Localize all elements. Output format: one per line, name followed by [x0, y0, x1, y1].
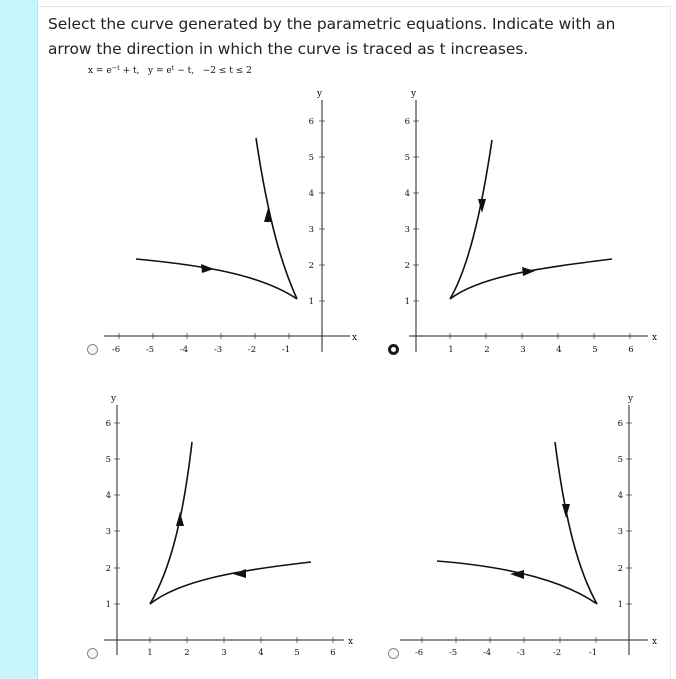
y-tick-label: 4: [404, 189, 410, 199]
y-tick-label: 3: [308, 225, 314, 235]
y-tick-label: 2: [308, 261, 314, 271]
y-tick-label: 3: [404, 225, 410, 235]
y-axis-label: y: [111, 394, 117, 404]
y-tick-label: 4: [617, 491, 623, 501]
question-line-1: Select the curve generated by the parametric equations. Indicate with an: [48, 15, 616, 33]
curve-upper-branch: [150, 442, 192, 604]
direction-arrow: [201, 264, 214, 273]
x-tick-label: 4: [556, 345, 562, 355]
y-tick-label: 4: [105, 491, 111, 501]
x-tick-label: -4: [482, 648, 492, 658]
x-tick-label: 5: [294, 648, 300, 658]
y-tick-label: 1: [617, 600, 623, 610]
x-tick-label: -2: [552, 648, 562, 658]
eq-x-rest: + t, y = e: [119, 66, 172, 76]
curve-upper-branch: [450, 140, 492, 299]
y-tick-label: 4: [308, 189, 314, 199]
x-axis-label: x: [652, 637, 658, 647]
curve-lower-branch: [136, 259, 297, 299]
y-axis-label: y: [317, 89, 323, 99]
y-tick-label: 2: [105, 564, 111, 574]
plot-option-b: [405, 89, 658, 355]
x-tick-label: 3: [221, 648, 227, 658]
radio-option-b[interactable]: [388, 344, 399, 355]
eq-y-exponent: t: [171, 64, 175, 72]
eq-x-exponent: −t: [111, 64, 120, 72]
x-tick-label: -3: [213, 345, 223, 355]
y-tick-label: 6: [308, 117, 314, 127]
x-tick-label: 1: [448, 345, 454, 355]
radio-option-a[interactable]: [87, 344, 98, 355]
x-tick-label: 4: [258, 648, 264, 658]
direction-arrow: [176, 512, 184, 526]
x-tick-label: 2: [184, 648, 190, 658]
curve-upper-branch: [555, 442, 597, 604]
x-tick-label: 2: [484, 345, 490, 355]
y-tick-label: 3: [617, 527, 623, 537]
direction-arrow: [562, 504, 570, 518]
direction-arrow: [233, 569, 246, 578]
y-tick-label: 1: [308, 297, 314, 307]
x-tick-label: 3: [520, 345, 526, 355]
question-line-2: arrow the direction in which the curve is traced as t increases.: [48, 40, 529, 58]
y-tick-label: 6: [617, 419, 623, 429]
plot-option-c: [104, 394, 353, 658]
y-tick-label: 1: [404, 297, 410, 307]
y-axis-label: y: [411, 89, 417, 99]
y-axis-label: y: [628, 394, 634, 404]
x-tick-label: 6: [330, 648, 336, 658]
x-tick-label: -6: [111, 345, 121, 355]
x-tick-label: 1: [147, 648, 153, 658]
y-tick-label: 6: [105, 419, 111, 429]
eq-x-base: x = e: [88, 66, 112, 76]
direction-arrow: [522, 267, 535, 276]
x-tick-label: -6: [414, 648, 424, 658]
eq-y-rest: − t, −2 ≤ t ≤ 2: [174, 66, 252, 76]
x-tick-label: -5: [448, 648, 458, 658]
x-tick-label: -1: [281, 345, 291, 355]
x-tick-label: 5: [592, 345, 598, 355]
radio-option-c[interactable]: [87, 648, 98, 659]
plot-option-a: [104, 89, 357, 355]
x-axis-label: x: [652, 333, 658, 343]
x-tick-label: -1: [588, 648, 598, 658]
x-tick-label: 6: [628, 345, 634, 355]
curve-lower-branch: [437, 561, 597, 604]
y-tick-label: 5: [617, 455, 623, 465]
x-tick-label: -4: [179, 345, 189, 355]
plot-option-d: [400, 394, 657, 658]
x-tick-label: -5: [145, 345, 155, 355]
y-tick-label: 5: [105, 455, 111, 465]
x-axis-label: x: [352, 333, 358, 343]
x-axis-label: x: [348, 637, 354, 647]
y-tick-label: 5: [308, 153, 314, 163]
y-tick-label: 3: [105, 527, 111, 537]
radio-option-d[interactable]: [388, 648, 399, 659]
y-tick-label: 2: [617, 564, 623, 574]
x-tick-label: -3: [516, 648, 526, 658]
y-tick-label: 6: [404, 117, 410, 127]
y-tick-label: 2: [404, 261, 410, 271]
curve-lower-branch: [450, 259, 612, 299]
y-tick-label: 5: [404, 153, 410, 163]
curve-upper-branch: [256, 138, 297, 299]
y-tick-label: 1: [105, 600, 111, 610]
curve-lower-branch: [150, 562, 311, 604]
x-tick-label: -2: [247, 345, 257, 355]
